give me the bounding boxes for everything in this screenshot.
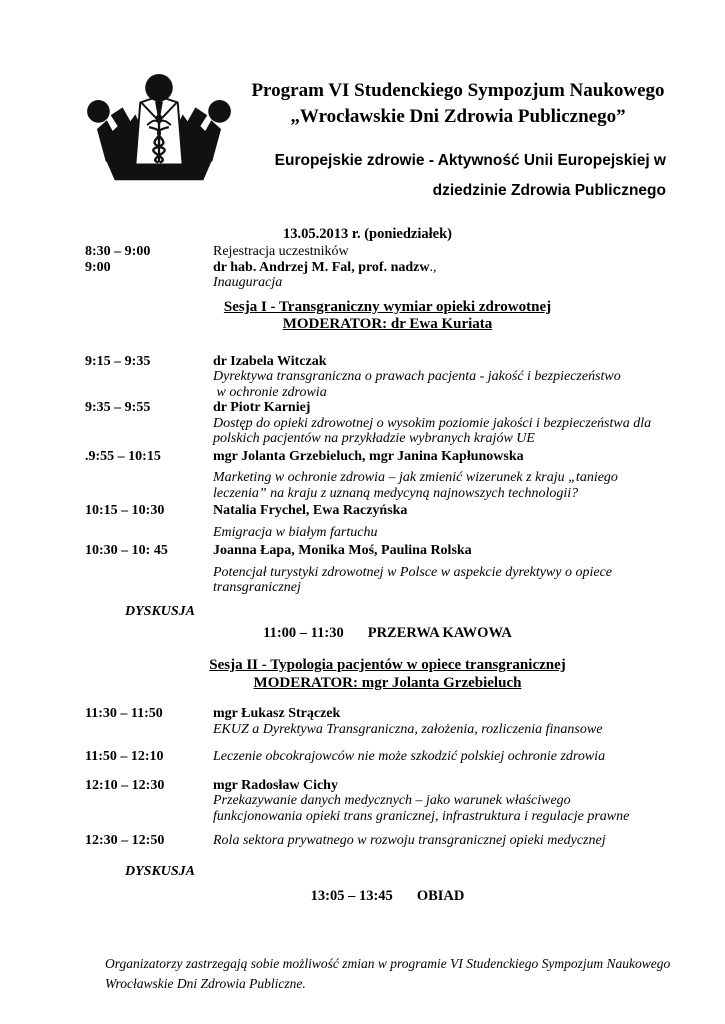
schedule-row <box>85 543 690 596</box>
schedule-row <box>85 749 690 765</box>
document-subtitle <box>238 146 678 206</box>
schedule-row <box>85 833 690 849</box>
title-line-1: Program VI Studenckiego Sympozjum Naukowego <box>251 80 665 101</box>
speaker-line <box>213 260 690 276</box>
organizer-note <box>105 954 685 994</box>
schedule-row <box>85 706 690 737</box>
medical-team-caduceus-logo-icon <box>85 70 233 200</box>
schedule-row-registration <box>85 244 690 260</box>
time-slot: .9:55 – 10:15 <box>85 448 161 464</box>
symposium-logo-icon <box>85 70 233 200</box>
document-title <box>238 78 678 130</box>
time-slot: 9:00 <box>85 259 111 275</box>
title-line-2: „Wrocławskie Dni Zdrowia Publicznego” <box>290 106 626 127</box>
talk-title-line: leczenia” na kraju z uznaną medycyną najnowszych technologii? <box>213 485 579 501</box>
time-slot: 9:15 – 9:35 <box>85 353 151 369</box>
speaker-name: mgr Łukasz Strączek <box>213 706 341 721</box>
break-label: PRZERWA KAWOWA <box>367 625 512 641</box>
schedule-row <box>85 354 690 401</box>
subtitle-line-2: dziedzinie Zdrowia Publicznego <box>432 182 666 199</box>
talk-title-line: Dyrektywa transgraniczna o prawach pacjenta - jakość i bezpieczeństwo <box>213 369 621 384</box>
date-heading: 13.05.2013 r. (poniedziałek) <box>282 226 453 242</box>
header-text-block <box>238 70 678 206</box>
talk-title-line: polskich pacjentów na przykładzie wybranych krajów UE <box>213 431 535 446</box>
session2-header <box>85 657 690 692</box>
talk-title-line: funkcjonowania opieki trans granicznej, infrastruktura i regulacje prawne <box>213 808 630 824</box>
speaker-name: dr Piotr Karniej <box>213 400 311 415</box>
discussion-label: DYSKUSJA <box>125 863 196 879</box>
lunch-line <box>85 888 690 904</box>
talk-title-line: w ochronie zdrowia <box>213 384 327 400</box>
time-slot: 12:30 – 12:50 <box>85 833 165 848</box>
talk-title-line: Potencjał turystyki zdrowotnej w Polsce w aspekcie dyrektywy o opiece <box>213 564 613 580</box>
speaker-name: mgr Jolanta Grzebieluch, mgr Janina Kapłunowska <box>213 448 524 464</box>
time-slot: 10:30 – 10: 45 <box>85 543 168 558</box>
time-slot: 8:30 – 9:00 <box>85 244 151 259</box>
speaker-name: Natalia Frychel, Ewa Raczyńska <box>213 503 408 518</box>
speaker-name: Joanna Łapa, Monika Moś, Paulina Rolska <box>213 543 472 558</box>
schedule <box>85 226 690 904</box>
talk-title-line: Leczenie obcokrajowców nie może szkodzić polskiej ochronie zdrowia <box>213 749 606 764</box>
speaker-name: mgr Radosław Cichy <box>213 777 338 793</box>
organizer-note-line-1: Organizatorzy zastrzegają sobie możliwość zmian w programie VI Studenckiego Sympozjum Naukowego <box>105 956 671 971</box>
coffee-break-line <box>85 625 690 641</box>
subtitle-line-1: Europejskie zdrowie - Aktywność Unii Europejskiej w <box>274 152 666 169</box>
time-slot: 11:50 – 12:10 <box>85 749 164 764</box>
session2-moderator: MODERATOR: mgr Jolanta Grzebieluch <box>253 674 522 691</box>
time-slot: 10:15 – 10:30 <box>85 503 165 518</box>
speaker-name: dr hab. Andrzej M. Fal, prof. nadzw <box>213 259 430 275</box>
lunch-time: 13:05 – 13:45 <box>310 888 393 904</box>
time-slot: 9:35 – 9:55 <box>85 400 151 415</box>
talk-title-line: Rola sektora prywatnego w rozwoju transgranicznej opieki medycznej <box>213 833 606 848</box>
time-slot: 12:10 – 12:30 <box>85 777 165 793</box>
talk-title-line: transgranicznej <box>213 580 301 595</box>
time-slot: 11:30 – 11:50 <box>85 706 163 721</box>
session1-header <box>85 299 690 334</box>
talk-title-line: EKUZ a Dyrektywa Transgraniczna, założenia, rozliczenia finansowe <box>213 721 603 737</box>
speaker-name: dr Izabela Witczak <box>213 353 327 369</box>
document-header <box>85 70 678 206</box>
schedule-row <box>85 778 690 825</box>
break-time: 11:00 – 11:30 <box>263 625 344 641</box>
talk-title-line: Dostęp do opieki zdrowotnej o wysokim poziomie jakości i bezpieczeństwa dla <box>213 415 652 431</box>
talk-title-line: Emigracja w białym fartuchu <box>213 524 378 540</box>
session1-moderator: MODERATOR: dr Ewa Kuriata <box>282 316 493 332</box>
talk-title-line: Przekazywanie danych medycznych – jako warunek właściwego <box>213 793 571 808</box>
schedule-row <box>85 449 690 502</box>
session2-title: Sesja II - Typologia pacjentów w opiece transgranicznej <box>209 657 566 673</box>
event-text: Rejestracja uczestników <box>213 244 349 259</box>
talk-title-line: Marketing w ochronie zdrowia – jak zmienić wizerunek z kraju „taniego <box>213 470 618 485</box>
speaker-suffix: ., <box>429 259 437 275</box>
schedule-row <box>85 400 690 447</box>
organizer-note-line-2: Wrocławskie Dni Zdrowia Publiczne. <box>105 976 306 991</box>
discussion-label: DYSKUSJA <box>125 603 196 619</box>
talk-title: Inauguracja <box>213 275 283 290</box>
session1-title: Sesja I - Transgraniczny wymiar opieki zdrowotnej <box>223 298 552 315</box>
schedule-row <box>85 503 690 540</box>
lunch-label: OBIAD <box>416 888 465 904</box>
schedule-row-inauguration <box>85 260 690 291</box>
